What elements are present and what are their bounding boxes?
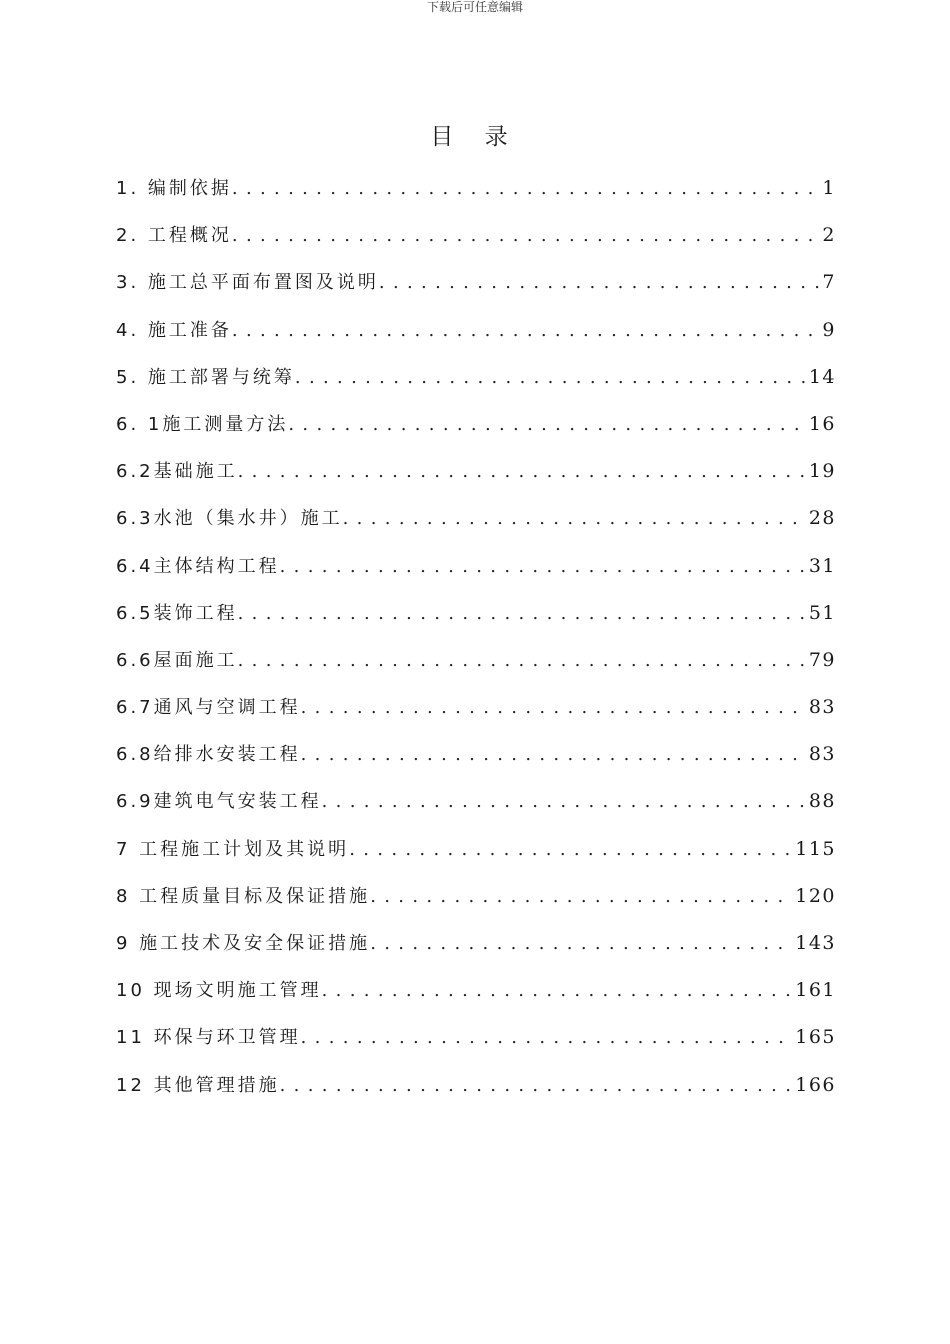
toc-dot-leader bbox=[322, 787, 807, 816]
toc-entry-label: 8 工程质量目标及保证措施 bbox=[116, 885, 371, 907]
toc-dot-leader bbox=[301, 1023, 794, 1052]
toc-entry[interactable] bbox=[116, 410, 836, 457]
toc-dot-leader bbox=[232, 316, 821, 345]
toc-entry[interactable] bbox=[116, 316, 836, 363]
toc-dot-leader bbox=[232, 221, 821, 250]
toc-entry-label: 4. 施工准备 bbox=[116, 319, 232, 341]
toc-entry[interactable] bbox=[116, 882, 836, 929]
toc-entry[interactable] bbox=[116, 552, 836, 599]
toc-entry-label: 7 工程施工计划及其说明 bbox=[116, 838, 350, 860]
toc-entry-label: 6.4主体结构工程 bbox=[116, 555, 280, 577]
toc-entry-label: 12 其他管理措施 bbox=[116, 1074, 280, 1096]
toc-dot-leader bbox=[379, 268, 821, 297]
toc-entry-label: 6.5装饰工程 bbox=[116, 602, 238, 624]
toc-entry-page: 14 bbox=[808, 365, 836, 388]
toc-entry-label: 6.2基础施工 bbox=[116, 461, 238, 483]
toc-entry-label: 9 施工技术及安全保证措施 bbox=[116, 933, 371, 954]
toc-dot-leader bbox=[370, 929, 793, 958]
toc-entry-page: 2 bbox=[822, 224, 836, 247]
toc-entry-label: 6.7通风与空调工程 bbox=[116, 697, 301, 719]
toc-dot-leader bbox=[232, 174, 821, 203]
toc-dot-leader bbox=[280, 1071, 794, 1100]
toc-entry-page: 16 bbox=[808, 412, 836, 435]
toc-entry-page: 19 bbox=[808, 460, 836, 483]
toc-entry-page: 1 bbox=[822, 177, 836, 199]
toc-entry-label: 6.8给排水安装工程 bbox=[116, 744, 301, 766]
toc-list bbox=[116, 174, 836, 1118]
toc-dot-leader bbox=[238, 646, 807, 675]
toc-entry-label: 6.9建筑电气安装工程 bbox=[116, 791, 322, 813]
toc-entry-label: 3. 施工总平面布置图及说明 bbox=[116, 272, 379, 294]
toc-entry-page: 79 bbox=[808, 648, 836, 671]
toc-entry[interactable] bbox=[116, 1023, 836, 1070]
toc-entry-page: 83 bbox=[808, 696, 836, 719]
toc-entry[interactable] bbox=[116, 693, 836, 740]
toc-entry-page: 88 bbox=[808, 790, 836, 813]
toc-entry-page: 31 bbox=[808, 554, 836, 577]
toc-dot-leader bbox=[288, 410, 806, 439]
toc-dot-leader bbox=[280, 552, 807, 581]
toc-entry-page: 143 bbox=[795, 932, 836, 954]
toc-entry-label: 11 环保与环卫管理 bbox=[116, 1027, 301, 1049]
toc-dot-leader bbox=[295, 363, 807, 392]
toc-entry[interactable] bbox=[116, 976, 836, 1023]
toc-entry-label: 10 现场文明施工管理 bbox=[116, 980, 322, 1002]
toc-entry[interactable] bbox=[116, 646, 836, 693]
toc-dot-leader bbox=[238, 457, 807, 486]
toc-entry-label: 1. 编制依据 bbox=[116, 178, 232, 199]
toc-dot-leader bbox=[301, 693, 807, 722]
toc-entry[interactable] bbox=[116, 363, 836, 410]
toc-entry-label: 5. 施工部署与统筹 bbox=[116, 366, 295, 388]
toc-entry-page: 7 bbox=[822, 271, 836, 294]
toc-dot-leader bbox=[238, 599, 807, 628]
toc-entry-label: 6. 1施工测量方法 bbox=[116, 413, 289, 435]
toc-entry-page: 161 bbox=[795, 979, 836, 1002]
toc-entry[interactable] bbox=[116, 599, 836, 646]
toc-entry[interactable] bbox=[116, 1071, 836, 1118]
toc-entry-page: 115 bbox=[795, 837, 836, 860]
toc-entry-page: 120 bbox=[795, 884, 836, 907]
toc-dot-leader bbox=[349, 835, 793, 864]
toc-dot-leader bbox=[301, 740, 807, 769]
toc-entry-page: 9 bbox=[822, 318, 836, 341]
toc-entry[interactable] bbox=[116, 787, 836, 834]
toc-entry-label: 6.6屋面施工 bbox=[116, 649, 238, 671]
toc-entry[interactable] bbox=[116, 504, 836, 551]
toc-dot-leader bbox=[322, 976, 794, 1005]
toc-entry-page: 165 bbox=[795, 1026, 836, 1049]
toc-entry[interactable] bbox=[116, 174, 836, 221]
toc-dot-leader bbox=[343, 504, 807, 533]
toc-entry[interactable] bbox=[116, 221, 836, 268]
toc-dot-leader bbox=[370, 882, 793, 911]
toc-entry-page: 83 bbox=[808, 743, 836, 766]
toc-entry[interactable] bbox=[116, 457, 836, 504]
toc-entry-label: 2. 工程概况 bbox=[116, 225, 232, 247]
toc-entry-page: 166 bbox=[795, 1073, 836, 1096]
toc-entry[interactable] bbox=[116, 740, 836, 787]
toc-entry[interactable] bbox=[116, 835, 836, 882]
toc-entry-page: 28 bbox=[808, 507, 836, 530]
toc-entry-page: 51 bbox=[808, 601, 836, 624]
toc-title: 目 录 bbox=[430, 124, 520, 150]
toc-entry[interactable] bbox=[116, 268, 836, 315]
toc-entry-label: 6.3水池（集水井）施工 bbox=[116, 508, 343, 530]
header-note: 下载后可任意编辑 bbox=[426, 0, 523, 14]
toc-entry[interactable] bbox=[116, 929, 836, 976]
